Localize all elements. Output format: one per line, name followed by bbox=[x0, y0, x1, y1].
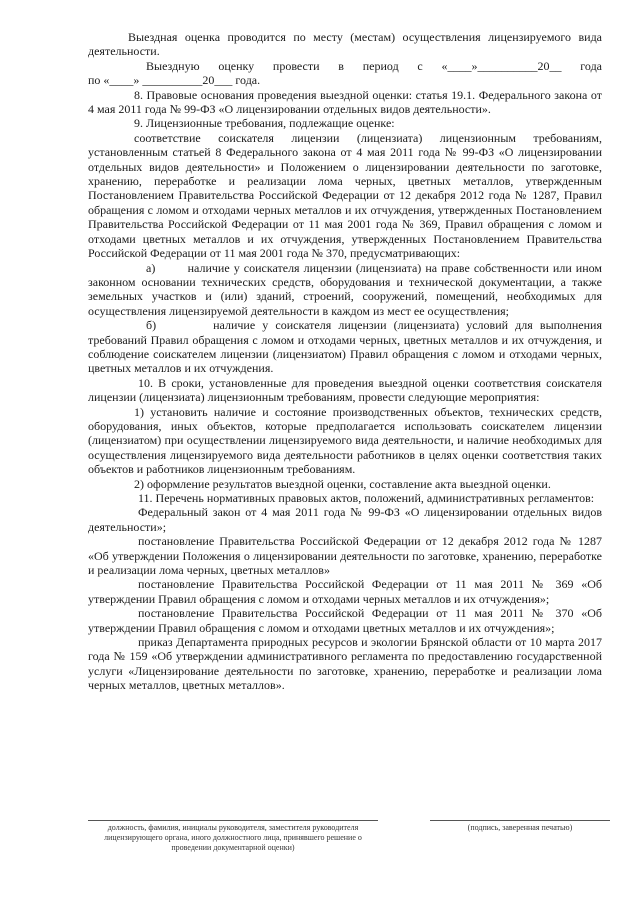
paragraph-act-370: постановление Правительства Российской Федерации от 11 мая 2011 № 370 «Об утверждении Правил обращения с ломом и отходами цветных металлов и их отчуждения»; bbox=[88, 606, 602, 635]
paragraph-act-order-159: приказ Департамента природных ресурсов и экологии Брянской области от 10 марта 2017 года № 159 «Об утверждении административного регламента по предоставлению государственной услуги «Лицензирование деятельности по заготовке, хранению, переработке и реализации лома черных металлов, цветных металлов». bbox=[88, 635, 602, 693]
signatory-caption: должность, фамилия, инициалы руководителя, заместителя руководителя лицензирующего органа, иного должностного лица, принявшего решение о проведении документарной оценки) bbox=[104, 823, 362, 852]
paragraph-item-b: б) наличие у соискателя лицензии (лицензиата) условий для выполнения требований Правил обращения с ломом и отходами черных, цветных металлов и их отчуждения, и соблюдение соискателем лицензии (лицензиатом) Правил обращения с ломом и отходами черных, цветных металлов и их отчуждения. bbox=[88, 318, 605, 376]
signature-field bbox=[430, 820, 610, 833]
paragraph-legal-basis: 8. Правовые основания проведения выездной оценки: статья 19.1. Федерального закона от 4 мая 2011 года № 99-ФЗ «О лицензировании отдельных видов деятельности». bbox=[88, 87, 602, 117]
paragraph-requirements-heading: 9. Лицензионные требования, подлежащие оценке: bbox=[134, 116, 395, 131]
paragraph-acts-heading: 11. Перечень нормативных правовых актов, положений, административных регламентов: bbox=[138, 491, 595, 505]
paragraph-act-federal-law: Федеральный закон от 4 мая 2011 года № 99-ФЗ «О лицензировании отдельных видов деятельности»; bbox=[88, 505, 602, 534]
paragraph-event-1: 1) установить наличие и состояние производственных объектов, технических средств, оборудования, иных объектов, которые предполагается использовать соискателем лицензии (лицензиатом) при осуществлении лицензируемого вида деятельности, и наличие необходимых для осуществления лицензируемого вида деятельности работников в целях оценки соответствия таких объектов и работников лицензионным требованиям. bbox=[88, 404, 602, 477]
document-body bbox=[88, 30, 605, 693]
signature-caption: (подпись, заверенная печатью) bbox=[467, 823, 573, 832]
signature-line-left bbox=[88, 820, 378, 821]
paragraph-period-end: по «____» __________20___ года. bbox=[88, 73, 261, 88]
paragraph-requirements: соответствие соискателя лицензии (лицензиата) лицензионным требованиям, установленным статьей 8 Федерального закона от 4 мая 2011 года № 99-ФЗ «О лицензировании отдельных видов деятельности» и Положением о лицензировании деятельности по заготовке, хранению, переработке и реализации лома черных, цветных металлов, утвержденным Постановлением Правительства Российской Федерации от 12 декабря 2012 года № 1287, Правил обращения с ломом и отходами черных металлов и их отчуждения, утвержденных Постановлением Правительства Российской Федерации от 11 мая 2001 года № 369, Правил обращения с ломом и отходами цветных металлов и их отчуждения, утвержденных Постановлением Правительства Российской Федерации от 11 мая 2001 года № 370, предусматривающих: bbox=[88, 130, 602, 261]
paragraph-act-1287: постановление Правительства Российской Федерации от 12 декабря 2012 года № 1287 «Об утверждении Положения о лицензировании деятельности по заготовке, хранению, переработке и реализации лома черных, цветных металлов» bbox=[88, 534, 602, 578]
signatory-position-field bbox=[88, 820, 378, 853]
paragraph-period-start: Выездную оценку провести в период с «____»__________20__ года bbox=[146, 58, 602, 73]
paragraph-act-369: постановление Правительства Российской Федерации от 11 мая 2011 № 369 «Об утверждении Правил обращения с ломом и отходами черных металлов и их отчуждения»; bbox=[88, 577, 602, 606]
paragraph-event-2: 2) оформление результатов выездной оценки, составление акта выездной оценки. bbox=[134, 476, 551, 491]
signature-line-right bbox=[430, 820, 610, 821]
paragraph-location: Выездная оценка проводится по месту (местам) осуществления лицензируемого вида деятельности. bbox=[88, 30, 602, 59]
paragraph-item-a: а) наличие у соискателя лицензии (лицензиата) на праве собственности или ином законном основании технических средств, оборудования и технической документации, а также земельных участков и (или) зданий, строений, сооружений, помещений, необходимых для осуществления лицензируемой деятельности в каждом из мест ее осуществления; bbox=[88, 260, 605, 318]
paragraph-events-heading: 10. В сроки, установленные для проведения выездной оценки соответствия соискателя лицензии (лицензиата) лицензионным требованиям, провести следующие мероприятия: bbox=[88, 375, 602, 405]
